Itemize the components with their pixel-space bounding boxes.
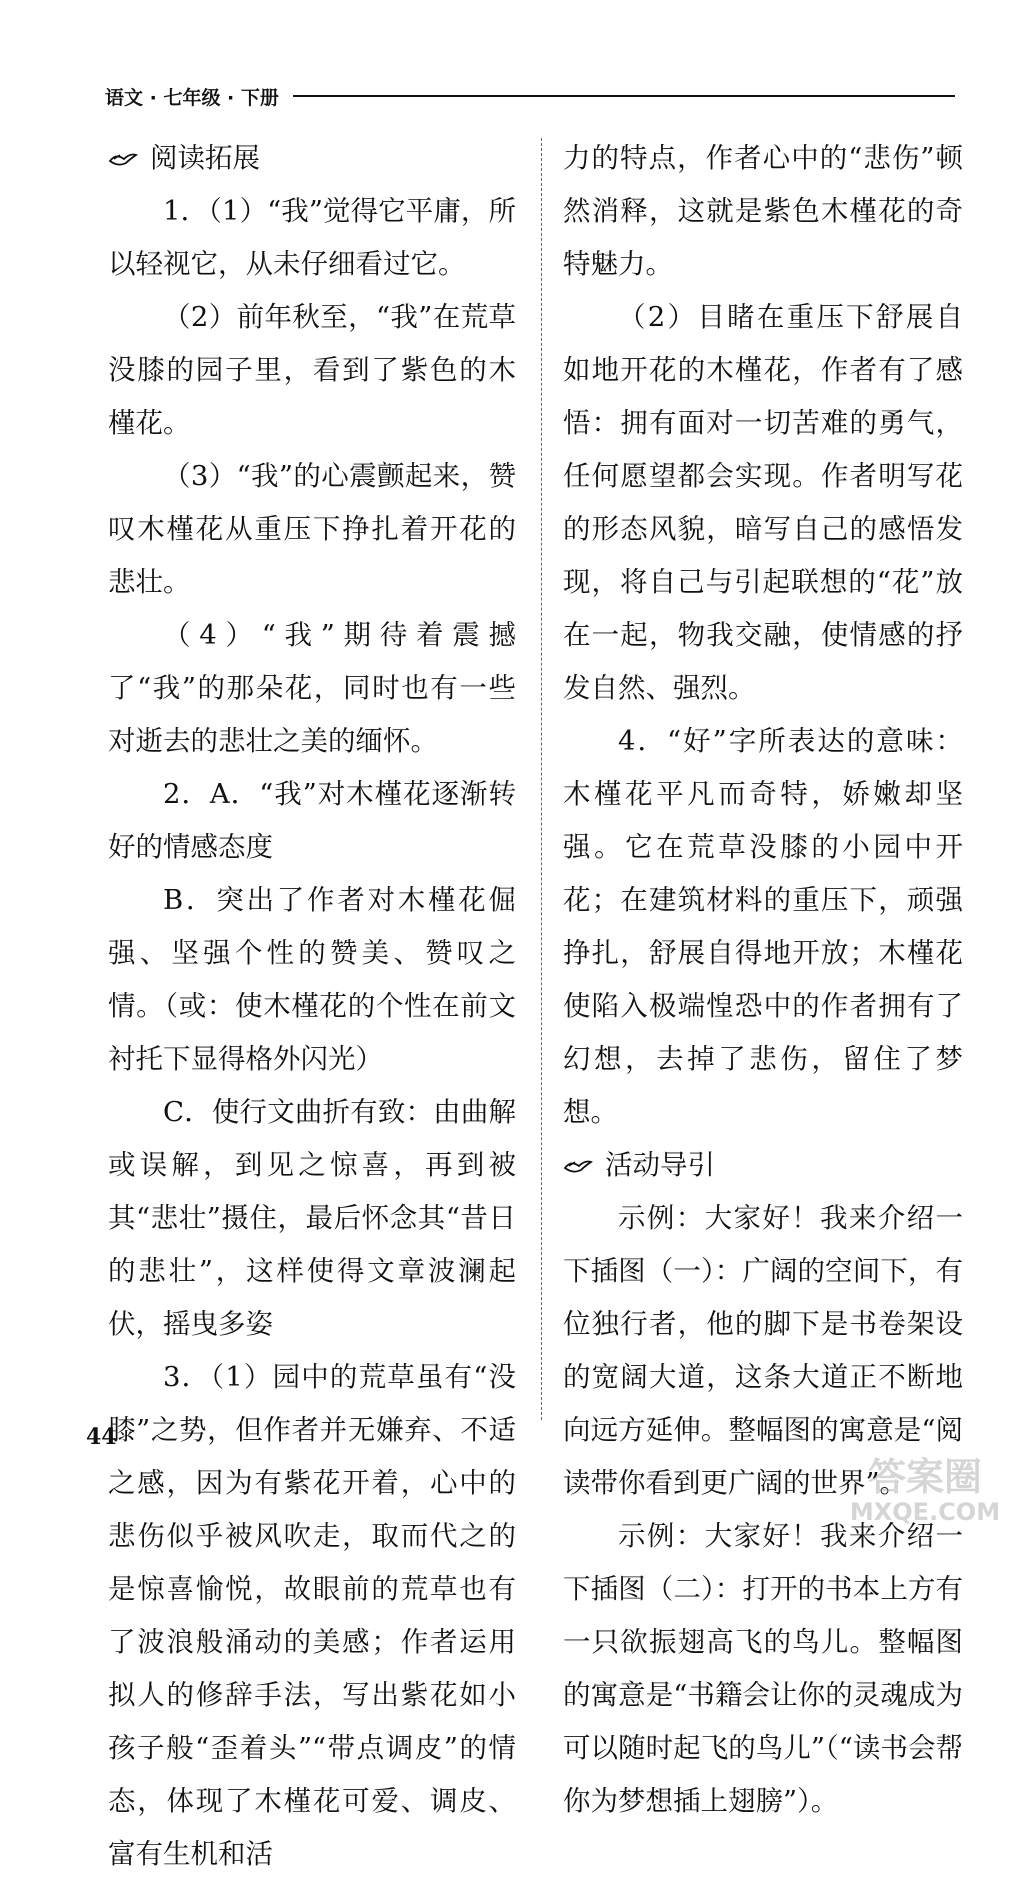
answer-paragraph: （2）目睹在重压下舒展自如地开花的木槿花，作者有了感悟：拥有面对一切苦难的勇气，任何愿望都会实现。作者明写花的形态风貌，暗写自己的感悟发现，将自己与引起联想的“花”放在一起，物我交融，使情感的抒发自然、强烈。 <box>563 301 963 704</box>
bird-icon <box>563 1156 593 1176</box>
continued-paragraph: 力的特点，作者心中的“悲伤”顿然消释，这就是紫色木槿花的奇特魅力。 <box>563 142 963 280</box>
page-number: 44 <box>86 1424 117 1450</box>
example-paragraph: 示例：大家好！我来介绍一下插图（一）：广阔的空间下，有位独行者，他的脚下是书卷架设的宽阔大道，这条大道正不断地向远方延伸。整幅图的寓意是“阅读带你看到更广阔的世界”。 <box>563 1202 963 1499</box>
answer-paragraph: （2）前年秋至，“我”在荒草没膝的园子里，看到了紫色的木槿花。 <box>108 301 516 439</box>
answer-paragraph: （4）“我”期待着震撼了“我”的那朵花，同时也有一些对逝去的悲壮之美的缅怀。 <box>108 619 516 757</box>
left-column <box>108 132 516 1881</box>
watermark-logo <box>840 1448 1010 1528</box>
answer-paragraph: 4．“好”字所表达的意味：木槿花平凡而奇特，娇嫩却坚强。它在荒草没膝的小园中开花；在建筑材料的重压下，顽强挣扎，舒展自得地开放；木槿花使陷入极端惶恐中的作者拥有了幻想，去掉了悲伤，留住了梦想。 <box>563 725 963 1128</box>
watermark-text: 答案圈 <box>867 1455 983 1499</box>
page-header <box>105 78 955 114</box>
answer-paragraph: （3）“我”的心震颤起来，赞叹木槿花从重压下挣扎着开花的悲壮。 <box>108 460 516 598</box>
answer-paragraph: C．使行文曲折有致：由曲解或误解，到见之惊喜，再到被其“悲壮”摄住，最后怀念其“昔日的悲壮”，这样使得文章波澜起伏，摇曳多姿 <box>108 1096 516 1340</box>
answer-paragraph: 1．（1）“我”觉得它平庸，所以轻视它，从未仔细看过它。 <box>108 195 516 280</box>
column-divider <box>541 138 542 1420</box>
section-heading-reading <box>108 132 516 185</box>
example-paragraph: 示例：大家好！我来介绍一下插图（二）：打开的书本上方有一只欲振翅高飞的鸟儿。整幅图的寓意是“书籍会让你的灵魂成为可以随时起飞的鸟儿”（“读书会帮你为梦想插上翅膀”）。 <box>563 1520 963 1817</box>
bird-icon <box>108 149 138 169</box>
watermark-url: MXQE.COM <box>849 1498 1001 1526</box>
right-column <box>563 132 963 1828</box>
answer-paragraph: 3．（1）园中的荒草虽有“没膝”之势，但作者并无嫌弃、不适之感，因为有紫花开着，心中的悲伤似乎被风吹走，取而代之的是惊喜愉悦，故眼前的荒草也有了波浪般涌动的美感；作者运用拟人的修辞手法，写出紫花如小孩子般“歪着头”“带点调皮”的情态，体现了木槿花可爱、调皮、富有生机和活 <box>108 1361 516 1870</box>
book-title: 语文 · 七年级 · 下册 <box>105 86 279 109</box>
answer-paragraph: 2．A．“我”对木槿花逐渐转好的情感态度 <box>108 778 516 863</box>
answer-paragraph: B．突出了作者对木槿花倔强、坚强个性的赞美、赞叹之情。（或：使木槿花的个性在前文衬托下显得格外闪光） <box>108 884 516 1075</box>
section-heading-activity <box>563 1139 963 1192</box>
section-title: 阅读拓展 <box>150 142 260 174</box>
section-title: 活动导引 <box>605 1149 715 1181</box>
header-rule <box>293 95 955 97</box>
